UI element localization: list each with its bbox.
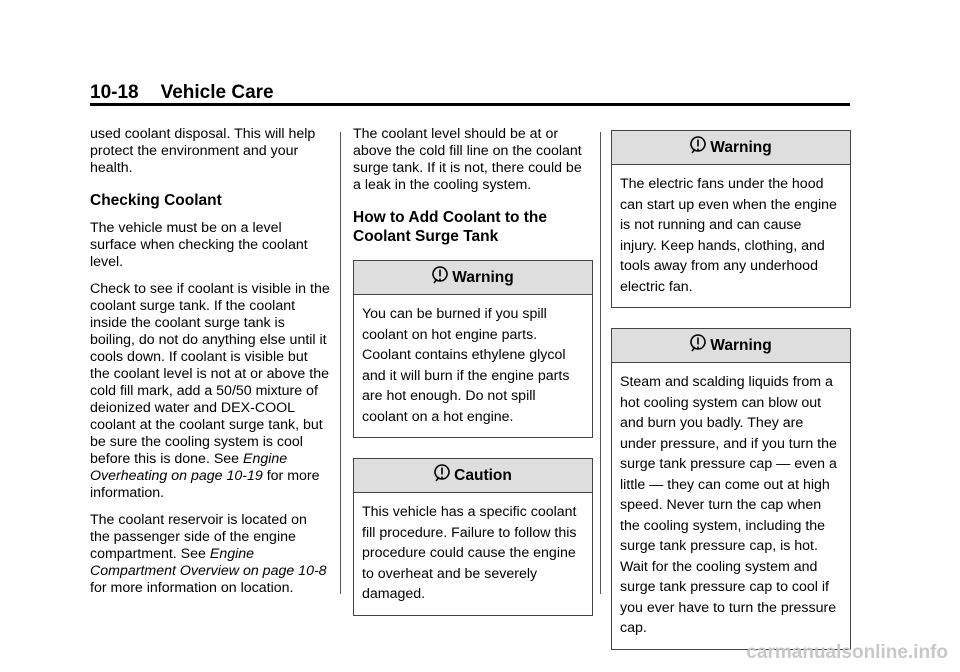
section-title: Vehicle Care bbox=[160, 82, 274, 103]
paragraph-text: for more information. bbox=[90, 468, 320, 501]
warning-title-text: Warning bbox=[710, 139, 772, 156]
cross-reference-link[interactable]: Engine Overheating on page 10-19 bbox=[90, 451, 288, 484]
header-rule bbox=[90, 103, 850, 106]
paragraph: The vehicle must be on a level surface when checking the coolant level. bbox=[90, 220, 308, 270]
paragraph-text: The coolant reservoir is located on the passenger side of the engine compartment. See bbox=[90, 512, 307, 562]
cross-reference-link[interactable]: Engine Compartment Overview on page 10-8 bbox=[90, 546, 327, 579]
heading-checking-coolant: Checking Coolant bbox=[90, 192, 222, 209]
caution-icon bbox=[434, 464, 450, 482]
caution-box bbox=[353, 458, 593, 616]
caution-title-text: Caution bbox=[454, 467, 512, 484]
paragraph bbox=[90, 281, 330, 502]
warning-box bbox=[611, 328, 851, 650]
warning-title-text: Warning bbox=[452, 269, 514, 286]
warning-title bbox=[612, 329, 850, 363]
heading-add-coolant: How to Add Coolant to the Coolant Surge Tank bbox=[353, 209, 547, 245]
warning-box bbox=[611, 130, 851, 308]
warning-icon bbox=[432, 266, 448, 284]
warning-body: You can be burned if you spill coolant on hot engine parts. Coolant contains ethylene glycol and it will burn if the engine parts are hot enough. Do not spill coolant on a hot engine. bbox=[362, 306, 570, 425]
paragraph bbox=[90, 512, 330, 597]
page-number: 10-18 bbox=[90, 82, 139, 103]
warning-title-text: Warning bbox=[710, 337, 772, 354]
paragraph: The coolant level should be at or above the cold fill line on the coolant surge tank. If it is not, there could be a leak in the cooling system. bbox=[353, 126, 582, 193]
warning-body: Steam and scalding liquids from a hot cooling system can blow out and burn you badly. They are under pressure, and if you turn the surge tank pressure cap — even a little — they can come out at high speed. Never turn the cap when the cooling system, including the surge tank pressure cap, is hot. Wait for the cooling system and surge tank pressure cap to cool if you ever have to turn the pressure cap. bbox=[620, 374, 837, 636]
column-divider bbox=[600, 132, 601, 594]
column-divider bbox=[340, 132, 341, 594]
paragraph: used coolant disposal. This will help protect the environment and your health. bbox=[90, 126, 316, 176]
warning-icon bbox=[690, 136, 706, 154]
column-2 bbox=[353, 126, 593, 636]
column-1 bbox=[90, 126, 330, 607]
warning-title bbox=[612, 131, 850, 165]
caution-title bbox=[354, 459, 592, 493]
warning-icon bbox=[690, 334, 706, 352]
paragraph-text: for more information on location. bbox=[90, 580, 294, 596]
warning-title bbox=[354, 261, 592, 295]
paragraph-text: Check to see if coolant is visible in the coolant surge tank. If the coolant inside the coolant surge tank is boiling, do not do anything else until it cools down. If coolant is visible but the coolant level is not at or above the cold fill mark, add a 50/50 mixture of deionized water and DEX-COOL coolant at the coolant surge tank, but be sure the cooling system is cool before this is done. See bbox=[90, 281, 330, 467]
warning-box bbox=[353, 260, 593, 438]
caution-body: This vehicle has a specific coolant fill procedure. Failure to follow this procedure could cause the engine to overheat and be severely damaged. bbox=[362, 504, 577, 602]
column-3 bbox=[611, 130, 851, 670]
page-header bbox=[90, 82, 274, 104]
watermark: carmanualsonline.info bbox=[746, 642, 948, 663]
warning-body: The electric fans under the hood can start up even when the engine is not running and can cause injury. Keep hands, clothing, and tools away from any underhood electric fan. bbox=[620, 176, 837, 295]
